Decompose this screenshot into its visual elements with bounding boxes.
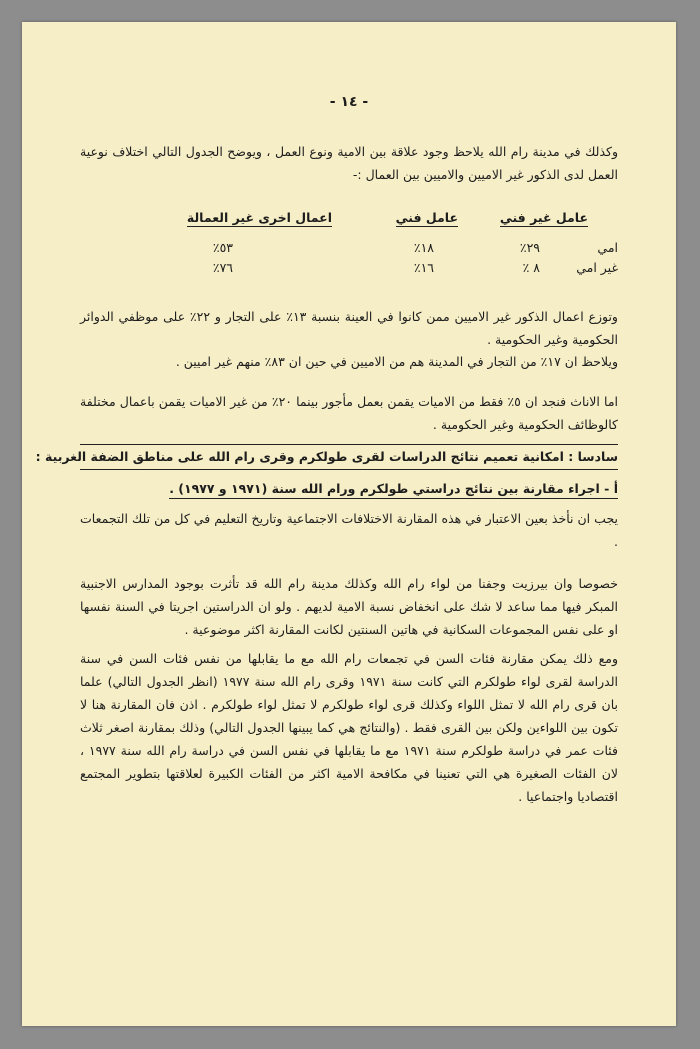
paragraph-male-work: وتوزع اعمال الذكور غير الاميين ممن كانوا في العينة بنسبة ١٣٪ على التجار و ٢٢٪ على موظفي الدوائر الحكومية وغير الحكومية . (80, 309, 618, 347)
section-rule-bottom (80, 469, 618, 470)
table-cell: ٨ ٪ (522, 260, 540, 275)
table-row-label: غير امي (576, 260, 618, 275)
paragraph-females: اما الاناث فنجد ان ٥٪ فقط من الاميات يقمن بعمل مأجور بينما ٢٠٪ من غير الاميات يقمن باعمال مختلفة كالوظائف الحكومية وغير الحكومية . (80, 394, 618, 432)
table-cell: ٢٩٪ (519, 240, 540, 255)
table-cell: ٧٦٪ (212, 260, 233, 275)
section-rule-top (80, 444, 618, 445)
table-cell: ١٦٪ (413, 260, 434, 275)
table-header-unskilled: عامل غير فني (499, 210, 588, 225)
section-six-heading: سادسا : امكانية تعميم نتائج الدراسات لقرى طولكرم وقرى رام الله على مناطق الضفة الغربية : (35, 449, 618, 464)
subsection-a-heading: أ - اجراء مقارنة بين نتائج دراستي طولكرم ورام الله سنة (١٩٧١ و ١٩٧٧) . (169, 481, 618, 499)
work-type-table (80, 210, 618, 280)
page-number: - ١٤ - (329, 94, 369, 110)
paragraph-traders: ويلاحظ ان ١٧٪ من التجار في المدينة هم من الاميين في حين ان ٨٣٪ منهم غير اميين . (175, 354, 618, 369)
paragraph-comparison: يجب ان نأخذ بعين الاعتبار في هذه المقارنة الاختلافات الاجتماعية وتاريخ التعليم في كل من تلك التجمعات . (80, 511, 618, 549)
table-cell: ١٨٪ (413, 240, 434, 255)
table-header-skilled: عامل فني (395, 210, 458, 225)
table-row-label: امي (597, 240, 618, 255)
table-cell: ٥٣٪ (212, 240, 233, 255)
paragraph-age-groups: ومع ذلك يمكن مقارنة فئات السن في تجمعات رام الله مع ما يقابلها من نفس فئات السن في سنة الدراسة لقرى لواء طولكرم التي كانت سنة ١٩٧١ وقرى رام الله سنة ١٩٧٧ (انظر الجدول التالي) علما بان قرى رام الله لا تمثل اللواء وكذلك قرى لواء طولكرم لا تمثل لواء طولكرم . اذن فان المقارنة هنا لا تكون بين اللواءين ولكن بين القرى فقط . (والنتائج هي كما يبينها الجدول التالي) وذلك بمقارنة اصغر ثلاث فئات عمر في دراسة طولكرم سنة ١٩٧١ مع ما يقابلها في نفس السن في دراسة رام الله سنة ١٩٧٧ ، لان الفئات الصغيرة هي التي تعنينا في مكافحة الامية اكثر من الفئات الكبيرة لعلاقتها بتطوير المجتمع اقتصاديا واجتماعيا . (80, 651, 619, 804)
document-page (22, 22, 676, 1026)
paragraph-foreign-schools: خصوصا وان بيرزيت وجفنا من لواء رام الله وكذلك مدينة رام الله قد تأثرت بوجود المدارس الاجنبية المبكر فيها مما ساعد لا شك على انخفاض نسبة الامية لديهم . ولو ان الدراستين اجريتا في السنة نفسها او على نفس المجموعات السكانية في هاتين السنتين لكانت المقارنة اكثر موضوعية . (80, 576, 618, 637)
document-body (35, 22, 619, 1026)
table-header-other-work: اعمال اخرى غير العمالة (186, 210, 332, 225)
intro-paragraph: وكذلك في مدينة رام الله يلاحظ وجود علاقة بين الامية ونوع العمل ، ويوضح الجدول التالي اختلاف نوعية العمل لدى الذكور غير الاميين والاميين بين العمال :- (80, 144, 618, 182)
